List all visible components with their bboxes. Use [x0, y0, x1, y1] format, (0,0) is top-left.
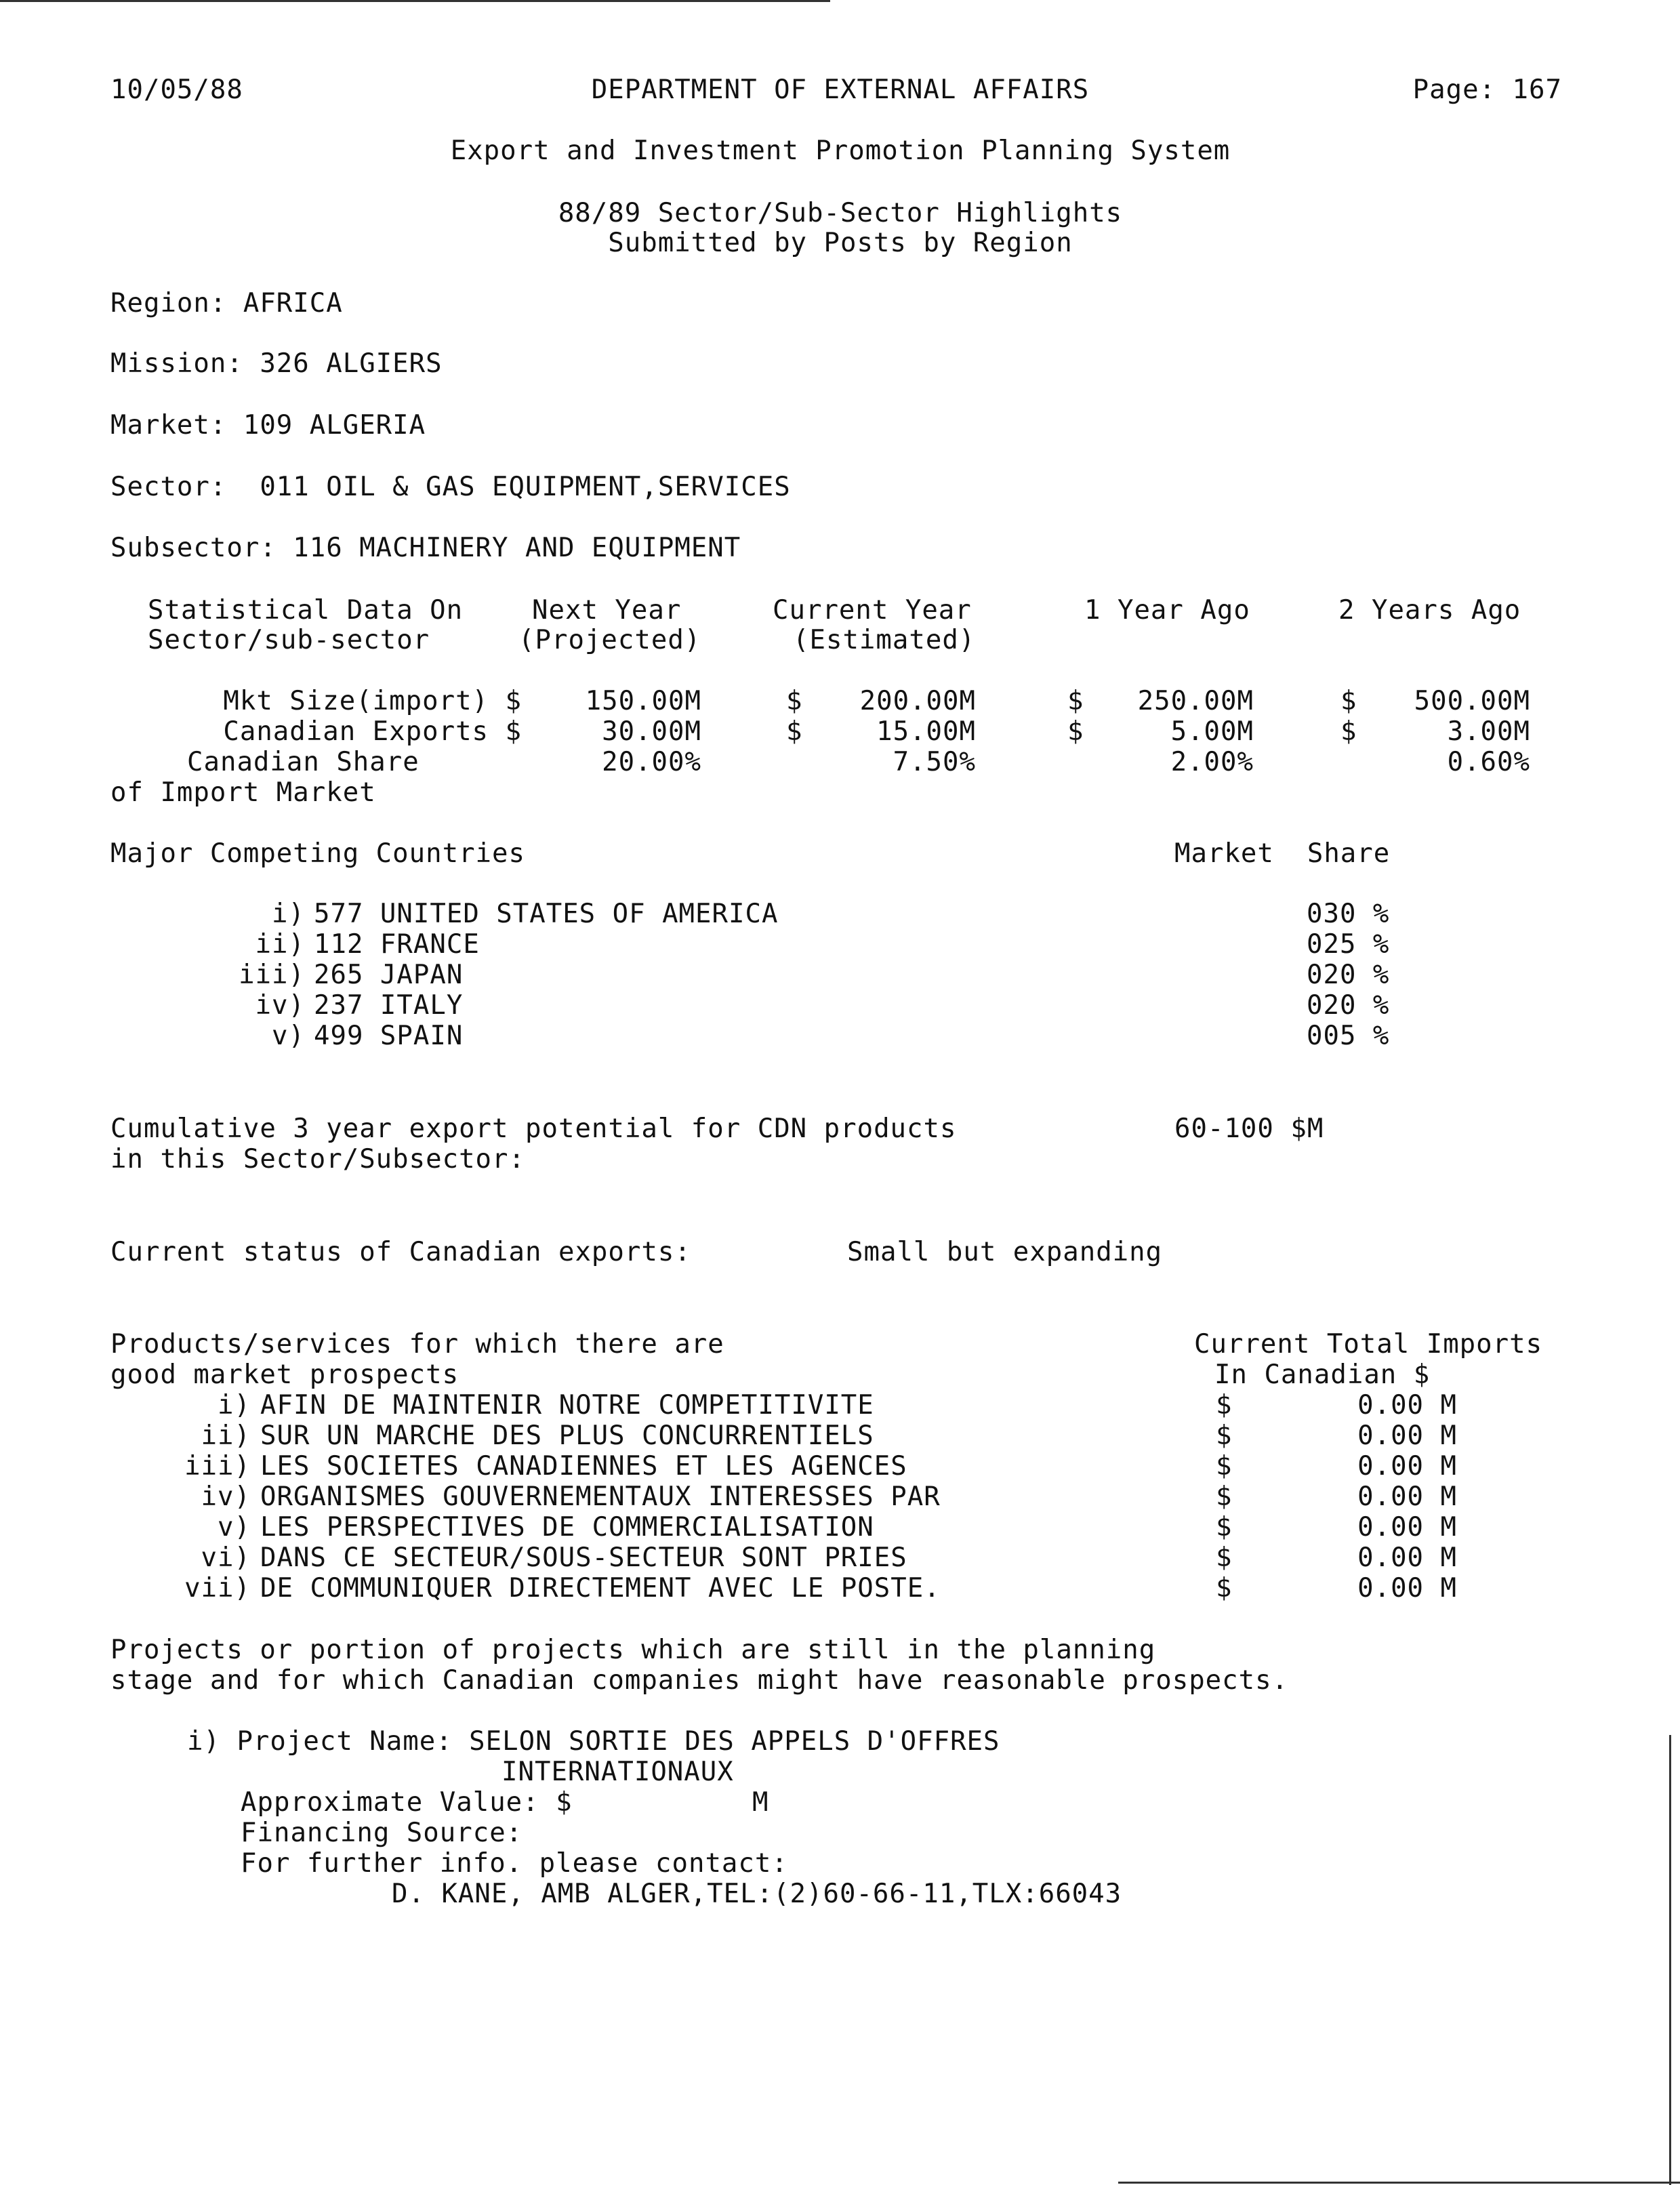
product-name: AFIN DE MAINTENIR NOTRE COMPETITIVITE	[260, 1390, 874, 1421]
export-status-value: Small but expanding	[847, 1237, 1163, 1267]
product-import-value: 0.00 M	[1357, 1482, 1457, 1512]
projects-intro-2: stage and for which Canadian companies might have reasonable prospects.	[110, 1665, 1289, 1696]
competitor-name: 577 UNITED STATES OF AMERICA	[314, 899, 779, 929]
projects-intro: Projects or portion of projects which are still in the planning	[110, 1635, 1156, 1665]
product-name: ORGANISMES GOUVERNEMENTAUX INTERESSES PAR	[260, 1482, 941, 1512]
approximate-value-unit: M	[752, 1787, 769, 1818]
report-subtitle-2: Submitted by Posts by Region	[608, 228, 1073, 258]
scan-edge-top	[0, 0, 830, 2]
report-date: 10/05/88	[110, 75, 243, 105]
value-cell: 5.00M	[1170, 716, 1254, 747]
value-cell: 0.60%	[1447, 747, 1530, 777]
currency-sign: $	[1216, 1390, 1233, 1421]
stats-head-1: Statistical Data On	[148, 595, 464, 626]
product-import-value: 0.00 M	[1357, 1451, 1457, 1482]
market-field: Market: 109 ALGERIA	[110, 410, 426, 441]
export-potential-label: Cumulative 3 year export potential for CDN products	[110, 1114, 957, 1144]
stats-head-2: Sector/sub-sector	[148, 625, 430, 655]
currency-sign: $	[1340, 716, 1357, 747]
subsector-field: Subsector: 116 MACHINERY AND EQUIPMENT	[110, 533, 741, 563]
value-cell: 2.00%	[1170, 747, 1254, 777]
currency-sign: $	[1216, 1421, 1233, 1451]
row-label-mkt-size: Mkt Size(import) $	[223, 686, 522, 716]
col-current-year: Current Year	[773, 595, 972, 626]
system-title: Export and Investment Promotion Planning System	[450, 136, 1231, 166]
imports-col-head-2: In Canadian $	[1214, 1360, 1431, 1390]
currency-sign: $	[786, 716, 803, 747]
products-title-2: good market prospects	[110, 1360, 459, 1390]
competitor-name: 237 ITALY	[314, 990, 464, 1021]
row-label-canadian-share: Canadian Share	[187, 747, 419, 777]
report-subtitle: 88/89 Sector/Sub-Sector Highlights	[558, 198, 1123, 228]
col-next-year: Next Year	[532, 595, 682, 626]
product-name: DE COMMUNIQUER DIRECTEMENT AVEC LE POSTE.	[260, 1573, 941, 1604]
currency-sign: $	[786, 686, 803, 716]
currency-sign: $	[1067, 686, 1084, 716]
competitor-index: iv)	[255, 990, 305, 1021]
row-label-canadian-exports: Canadian Exports $	[223, 716, 522, 747]
product-import-value: 0.00 M	[1357, 1421, 1457, 1451]
currency-sign: $	[1216, 1451, 1233, 1482]
export-potential-label-2: in this Sector/Subsector:	[110, 1144, 525, 1175]
currency-sign: $	[1340, 686, 1357, 716]
product-index: iv)	[201, 1482, 251, 1512]
competitor-share: 005 %	[1307, 1021, 1390, 1051]
value-cell: 7.50%	[893, 747, 976, 777]
product-import-value: 0.00 M	[1357, 1390, 1457, 1421]
value-cell: 200.00M	[859, 686, 976, 716]
col-next-year-sub: (Projected)	[518, 625, 701, 655]
competitor-name: 112 FRANCE	[314, 929, 480, 960]
product-import-value: 0.00 M	[1357, 1573, 1457, 1604]
market-share-head: Market Share	[1174, 838, 1391, 869]
product-name: LES SOCIETES CANADIENNES ET LES AGENCES	[260, 1451, 907, 1482]
col-one-year-ago: 1 Year Ago	[1084, 595, 1250, 626]
financing-source-label: Financing Source:	[241, 1818, 523, 1848]
page-number: Page: 167	[1412, 75, 1562, 105]
competitor-name: 499 SPAIN	[314, 1021, 464, 1051]
row-label-import-market: of Import Market	[110, 777, 376, 808]
competitor-share: 020 %	[1307, 960, 1390, 990]
value-cell: 150.00M	[585, 686, 701, 716]
value-cell: 250.00M	[1137, 686, 1254, 716]
export-status-label: Current status of Canadian exports:	[110, 1237, 691, 1267]
currency-sign: $	[1216, 1482, 1233, 1512]
competitor-index: ii)	[255, 929, 305, 960]
product-import-value: 0.00 M	[1357, 1543, 1457, 1573]
product-name: LES PERSPECTIVES DE COMMERCIALISATION	[260, 1512, 874, 1543]
product-name: SUR UN MARCHE DES PLUS CONCURRENTIELS	[260, 1421, 874, 1451]
competitor-index: iii)	[239, 960, 305, 990]
currency-sign: $	[1216, 1543, 1233, 1573]
competitor-share: 030 %	[1307, 899, 1390, 929]
project-name-2: INTERNATIONAUX	[501, 1757, 734, 1787]
product-index: ii)	[201, 1421, 251, 1451]
product-index: vi)	[201, 1543, 251, 1573]
currency-sign: $	[1216, 1512, 1233, 1543]
value-cell: 3.00M	[1447, 716, 1530, 747]
product-index: i)	[218, 1390, 251, 1421]
value-cell: 30.00M	[602, 716, 701, 747]
contact-label: For further info. please contact:	[241, 1848, 788, 1879]
competitor-name: 265 JAPAN	[314, 960, 464, 990]
export-potential-value: 60-100 $M	[1174, 1114, 1324, 1144]
competitor-index: i)	[272, 899, 305, 929]
product-index: vii)	[184, 1573, 251, 1604]
value-cell: 20.00%	[602, 747, 701, 777]
product-index: iii)	[184, 1451, 251, 1482]
competitor-share: 020 %	[1307, 990, 1390, 1021]
products-title: Products/services for which there are	[110, 1329, 724, 1360]
imports-col-head: Current Total Imports	[1194, 1329, 1543, 1360]
department-title: DEPARTMENT OF EXTERNAL AFFAIRS	[591, 75, 1090, 105]
project-name: i) Project Name: SELON SORTIE DES APPELS D'OFFRES	[187, 1726, 1000, 1757]
competitor-index: v)	[272, 1021, 305, 1051]
product-index: v)	[218, 1512, 251, 1543]
value-cell: 500.00M	[1414, 686, 1530, 716]
sector-field: Sector: 011 OIL & GAS EQUIPMENT,SERVICES	[110, 472, 791, 502]
contact-details: D. KANE, AMB ALGER,TEL:(2)60-66-11,TLX:66043	[392, 1879, 1122, 1909]
currency-sign: $	[1216, 1573, 1233, 1604]
currency-sign: $	[1067, 716, 1084, 747]
region-field: Region: AFRICA	[110, 288, 343, 319]
col-two-years-ago: 2 Years Ago	[1338, 595, 1521, 626]
value-cell: 15.00M	[876, 716, 976, 747]
competitors-title: Major Competing Countries	[110, 838, 525, 869]
product-import-value: 0.00 M	[1357, 1512, 1457, 1543]
col-current-year-sub: (Estimated)	[793, 625, 976, 655]
competitor-share: 025 %	[1307, 929, 1390, 960]
scan-edge-right	[1669, 1735, 1671, 2185]
approximate-value-label: Approximate Value: $	[241, 1787, 573, 1818]
mission-field: Mission: 326 ALGIERS	[110, 348, 443, 379]
scan-edge-bottom	[1118, 2182, 1680, 2184]
product-name: DANS CE SECTEUR/SOUS-SECTEUR SONT PRIES	[260, 1543, 907, 1573]
